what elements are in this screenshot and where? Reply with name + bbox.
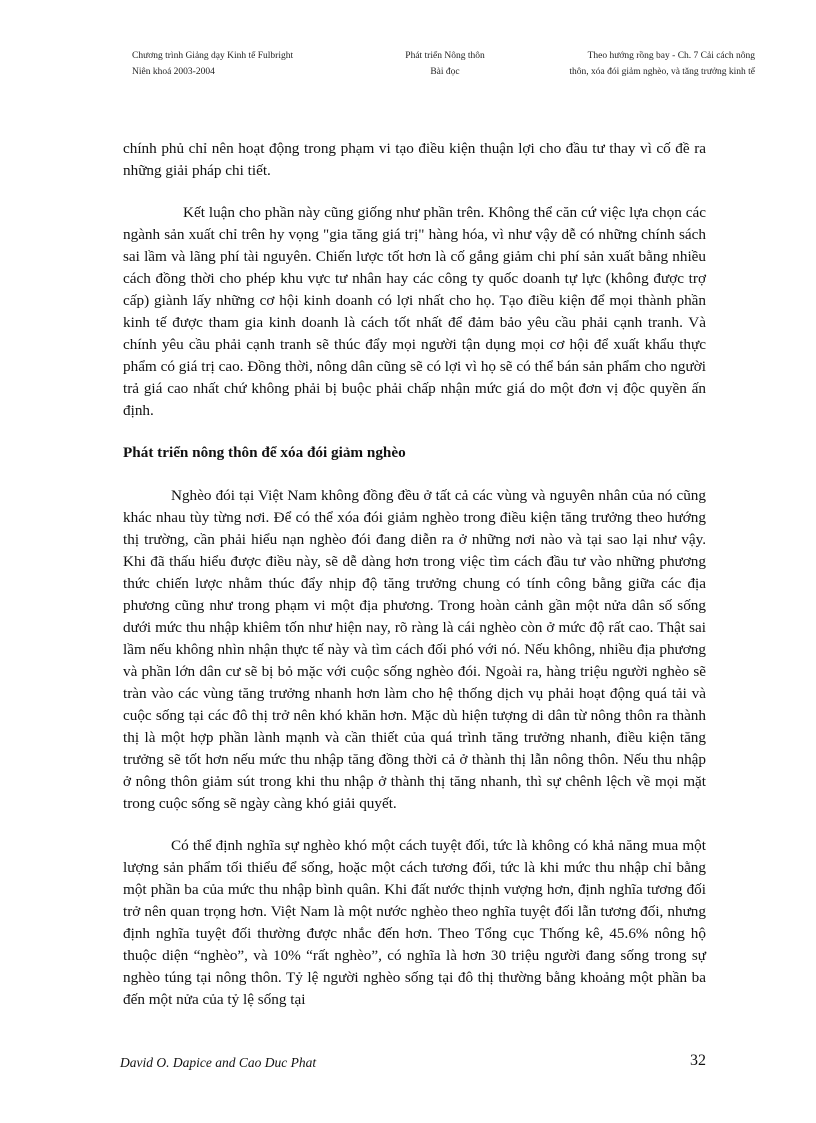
body-paragraph: Kết luận cho phần này cũng giống như phần trên. Không thể căn cứ việc lựa chọn các ngành sản xuất chỉ trên hy vọng "gia tăng giá trị" hàng hóa, vì như vậy dễ có những chính sách sai lầm và lãng phí tài nguyên. Chiến lược tốt hơn là cố gắng giảm chi phí sản xuất bằng nhiều cách đồng thời cho phép khu vực tư nhân hay các công ty quốc doanh tự lực (không được trợ cấp) giành lấy những cơ hội kinh doanh có lợi nhất cho họ. Tạo điều kiện để mọi thành phần kinh tế được tham gia kinh doanh là cách tốt nhất để đảm bảo yêu cầu phải cạnh tranh. Và chính yêu cầu phải cạnh tranh sẽ thúc đẩy mọi người tận dụng mọi cơ hội để xuất khẩu thực phẩm có giá trị cao. Đồng thời, nông dân cũng sẽ có lợi vì họ sẽ có thể bán sản phẩm cho người trả giá cao nhất chứ không phải bị buộc phải chấp nhận mức giá do một đơn vị độc quyền ấn định. (123, 204, 706, 419)
footer-authors: David O. Dapice and Cao Duc Phat (120, 1055, 317, 1070)
header-chapter-line2: thôn, xóa đói giảm nghèo, và tăng trưởng kinh tế (569, 67, 755, 77)
header-course (390, 48, 500, 80)
header-chapter-line1: Theo hướng rồng bay - Ch. 7 Cải cách nông (587, 51, 755, 61)
header-doc-type: Bài đọc (430, 67, 460, 77)
header-program-name: Chương trình Giảng dạy Kinh tế Fulbright (132, 51, 294, 61)
header-chapter (528, 48, 755, 80)
page-number: 32 (690, 1052, 706, 1069)
body-paragraph: Có thể định nghĩa sự nghèo khó một cách tuyệt đối, tức là không có khả năng mua một lượng sản phẩm tối thiểu để sống, hoặc một cách tương đối, tức là khi mức thu nhập chỉ bằng một phần ba của mức thu nhập bình quân. Khi đất nước thịnh vượng hơn, định nghĩa tương đối trở nên quan trọng hơn. Việt Nam là một nước nghèo theo nghĩa tuyệt đối lẫn tương đối, nhưng định nghĩa tuyệt đối thường được nhắc đến hơn. Theo Tổng cục Thống kê, 45.6% nông hộ thuộc diện “nghèo”, và 10% “rất nghèo”, có nghĩa là hơn 30 triệu người đang sống trong sự nghèo túng tại nông thôn. Tỷ lệ người nghèo sống tại đô thị thường bằng khoảng một phần ba đến một nửa của tỷ lệ sống tại (123, 837, 706, 1008)
header-program (132, 48, 293, 80)
body-paragraph: Nghèo đói tại Việt Nam không đồng đều ở tất cả các vùng và nguyên nhân của nó cũng khác nhau tùy từng nơi. Để có thể xóa đói giảm nghèo trong điều kiện tăng trưởng theo hướng thị trường, cần phải hiểu nạn nghèo đói đang diễn ra ở những nơi nào và tại sao lại như vậy. Khi đã thấu hiểu được điều này, sẽ dễ dàng hơn trong việc tìm cách đầu tư vào những phương thức chiến lược nhằm thúc đẩy nhịp độ tăng trưởng chung có tính công bằng giữa các địa phương cũng như trong phạm vi một địa phương. Trong hoàn cảnh gần một nửa dân số sống dưới mức thu nhập khiêm tốn như hiện nay, rõ ràng là cái nghèo còn ở mức độ rất cao. Thật sai lầm nếu không nhìn nhận thực tế này và tìm cách đối phó với nó. Nếu không, nhiều địa phương và phần lớn dân cư sẽ bị bỏ mặc với cuộc sống nghèo đói. Ngoài ra, hàng triệu người nghèo sẽ tràn vào các vùng tăng trưởng nhanh hơn làm cho hệ thống dịch vụ phải hoạt động quá tải và cuộc sống tại các đô thị trở nên khó khăn hơn. Mặc dù hiện tượng di dân từ nông thôn ra thành thị là một hợp phần lành mạnh và cần thiết của quá trình tăng trưởng nhanh, điều kiện tăng trưởng sẽ tốt hơn nếu mức thu nhập tăng đồng thời cả ở thành thị lẫn nông thôn. Nếu thu nhập ở nông thôn giảm sút trong khi thu nhập ở thành thị tăng nhanh, thì sự chênh lệch về mọi mặt trong cuộc sống sẽ ngày càng khó giải quyết. (123, 487, 706, 812)
body-paragraph: chính phủ chỉ nên hoạt động trong phạm vi tạo điều kiện thuận lợi cho đầu tư thay vì cố đề ra những giải pháp chi tiết. (123, 140, 706, 179)
header-academic-year: Niên khoá 2003-2004 (132, 67, 215, 77)
section-heading: Phát triển nông thôn để xóa đói giảm nghèo (123, 444, 406, 461)
page-body (123, 138, 706, 1011)
header-course-name: Phát triển Nông thôn (405, 51, 485, 61)
